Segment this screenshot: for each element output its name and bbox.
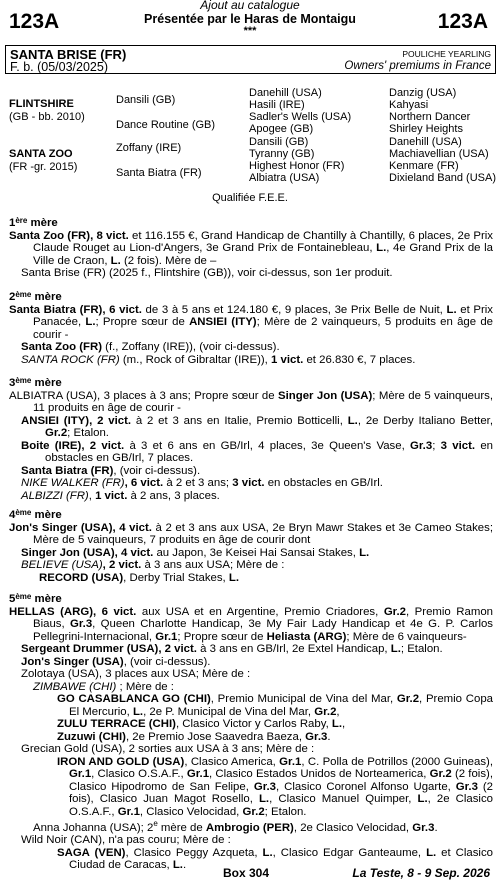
dam-record: Santa Biatra (FR), 6 vict. de 3 à 5 ans et 124.180 €, 9 places, 3e Prix Belle de Nuit, L. et Prix Panacée, L.; Propre sœur de ANSIEI (ITY); Mère de 2 vainqueurs, 5 produits en âge de courir - [9,303,494,341]
owners-premiums: Owners' premiums in France [344,60,491,72]
dam-name: SANTA ZOO [9,148,73,160]
section-second-dam [9,291,493,366]
produce-entry: SANTA ROCK (FR) (m., Rock of Gibraltar (IRE)), 1 vict. et 26.830 €, 7 places. [21,353,416,366]
produce-entry: Sergeant Drummer (USA), 2 vict. à 3 ans en GB/Irl, 2e Extel Handicap, L.; Etalon. [21,643,443,655]
catalogue-header [0,0,500,36]
pedigree-gen3: Highest Honor (FR) [249,160,345,172]
produce-entry: Zolotaya (USA), 3 places aux USA; Mère de : [21,668,251,680]
dam-info: (FR -gr. 2015) [9,161,78,173]
pedigree-gen3: Apogee (GB) [249,123,314,135]
produce-entry: RECORD (USA), Derby Trial Stakes, L. [39,571,240,584]
horse-info: F. b. (05/03/2025) [10,60,108,74]
pedigree-gen4: Danzig (USA) [389,87,457,99]
horse-box [5,45,496,74]
pedigree-gen4: Machiavellian (USA) [389,148,489,160]
box-number: Box 304 [223,866,270,880]
produce-entry: ZIMBAWE (CHI) ; Mère de : [33,680,174,693]
pedigree-gen3: Hasili (IRE) [249,99,305,111]
pedigree-gen3: Danehill (USA) [249,87,322,99]
pedigree-gen4: Northern Dancer [389,111,471,123]
produce-entry: Jon's Singer (USA), (voir ci-dessus). [21,655,211,668]
produce-entry: ALBIZZI (FR), 1 vict. à 2 ans, 3 places. [21,489,220,502]
produce-entry: ZULU TERRACE (CHI), Clasico Victor y Carlos Raby, L., [57,718,346,730]
produce-entry: ANSIEI (ITY), 2 vict. à 2 et 3 ans en Italie, Premio Botticelli, L., 2e Derby Italiano Better, Gr.2; Etalon. [21,414,493,439]
pedigree-gen2: Santa Biatra (FR) [116,167,202,179]
pedigree-gen3: Dansili (GB) [249,136,309,148]
dam-record: Santa Zoo (FR), 8 vict. et 116.155 €, Grand Handicap de Chantilly à Chantilly, 6 places, 2e Prix Claude Rouget au Lion-d'Angers, 3e Grand Prix de Fontainebleau, L., 4e Grand Prix de la Ville de Craon, L. (2 fois). Mère de – [9,229,494,267]
pedigree-gen3: Sadler's Wells (USA) [249,111,352,123]
section-fifth-dam [9,593,493,872]
produce-entry: GO CASABLANCA GO (CHI), Premio Municipal de Vina del Mar, Gr.2, Premio Copa El Mercurio, L., 2e P. Municipal de Vina del Mar, Gr.2, [57,693,493,718]
pedigree-gen4: Danehill (USA) [389,136,462,148]
section-heading: 1ère mère [9,216,58,229]
produce-entry: Grecian Gold (USA), 2 sorties aux USA à 3 ans; Mère de : [21,743,315,755]
produce-entry: IRON AND GOLD (USA), Clasico America, Gr.1, C. Polla de Potrillos (2000 Guineas), Gr.1, Clasico O.S.A.F., Gr.1, Clasico Estados Unidos de Norteamerica, Gr.2 (2 fois), Clasico Hipodromo de San Felipe, Gr.3, Clasico Coronel Alfonso Ugarte, Gr.3 (2 fois), Clasico Juan Magot Rosello, L., Clasico Manuel Quimper, L., 2e Clasico O.S.A.F., Gr.1, Clasico Velocidad, Gr.2; Etalon. [57,755,493,818]
pedigree-gen3: Tyranny (GB) [249,148,315,160]
pedigree-gen3: Albiatra (USA) [249,172,320,184]
section-heading: 2ème mère [9,290,62,303]
produce-entry: SAGA (VEN), Clasico Peggy Azqueta, L., Clasico Edgar Ganteaume, L. et Clasico Ciudad de Caracas, L.. [57,846,493,872]
produce-entry: Zuzuwi (CHI), 2e Premio Jose Saavedra Baeza, Gr.3. [57,730,331,743]
dam-record: ALBIATRA (USA), 3 places à 3 ans; Propre sœur de Singer Jon (USA); Mère de 5 vainqueurs, 11 produits en âge de courir - [9,389,494,414]
consignor: Présentée par le Haras de Montaigu [144,12,356,26]
section-third-dam [9,377,493,502]
pedigree-gen4: Kahyasi [389,99,429,111]
pedigree-gen2: Dansili (GB) [116,94,176,106]
catalogue-addition: Ajout au catalogue [200,0,300,12]
produce-entry: Santa Biatra (FR), (voir ci-dessus). [21,464,201,477]
sire-name: FLINTSHIRE [9,98,74,110]
lot-number-right: 123A [437,10,488,33]
produce-entry: Singer Jon (USA), 4 vict. au Japon, 3e Keisei Hai Sansai Stakes, L. [21,546,370,559]
produce-entry: NIKE WALKER (FR), 6 vict. à 2 et 3 ans; 3 vict. en obstacles en GB/Irl. [21,477,383,489]
pedigree-gen2: Zoffany (IRE) [116,142,182,154]
pedigree-gen4: Dixieland Band (USA) [389,172,496,184]
section-first-dam [9,217,493,280]
pedigree-gen4: Kenmare (FR) [389,160,459,172]
pedigree-gen2: Dance Routine (GB) [116,119,216,131]
sale-info: La Teste, 8 - 9 Sep. 2026 [352,866,490,880]
dam-record: HELLAS (ARG), 6 vict. aux USA et en Argentine, Premio Criadores, Gr.2, Premio Ramon Biaus, Gr.3, Queen Charlotte Handicap, 3e My Fair Lady Handicap et 4e G. P. Carlos Pellegrini-Internacional, Gr.1; Propre sœur de Heliasta (ARG); Mère de 6 vainqueurs- [9,605,494,643]
horse-category: POULICHE YEARLING [402,49,491,59]
produce-entry: BELIEVE (USA), 2 vict. à 3 ans aux USA; Mère de : [21,559,285,571]
section-fourth-dam [9,509,493,584]
lot-number-left: 123A [9,10,60,33]
sire-info: (GB - bb. 2010) [9,111,85,123]
section-heading: 4ème mère [9,508,62,521]
produce-entry: Boite (IRE), 2 vict. à 3 et 6 ans en GB/Irl, 4 places, 3e Queen's Vase, Gr.3; 3 vict. en obstacles en GB/Irl, 7 places. [21,439,493,464]
produce-entry: Santa Zoo (FR) (f., Zoffany (IRE)), (voir ci-dessus). [21,341,280,353]
horse-name: SANTA BRISE (FR) [10,47,127,62]
produce-entry: Santa Brise (FR) (2025 f., Flintshire (GB)), voir ci-dessus, son 1er produit. [21,267,393,279]
produce-entry: Wild Noir (CAN), n'a pas couru; Mère de : [21,834,231,847]
header-stars: *** [243,25,257,37]
section-heading: 3ème mère [9,376,62,389]
pedigree-gen4: Shirley Heights [389,123,463,135]
produce-entry: Anna Johanna (USA); 2e mère de Ambrogio (PER), 2e Clasico Velocidad, Gr.3. [33,819,438,834]
dam-record: Jon's Singer (USA), 4 vict. à 2 et 3 ans aux USA, 2e Bryn Mawr Stakes et 3e Cameo Stakes; Mère de 5 vainqueurs, 7 produits en âge de courir dont [9,521,493,546]
qualification: Qualifiée F.E.E. [212,192,288,204]
section-heading: 5ème mère [9,592,62,605]
